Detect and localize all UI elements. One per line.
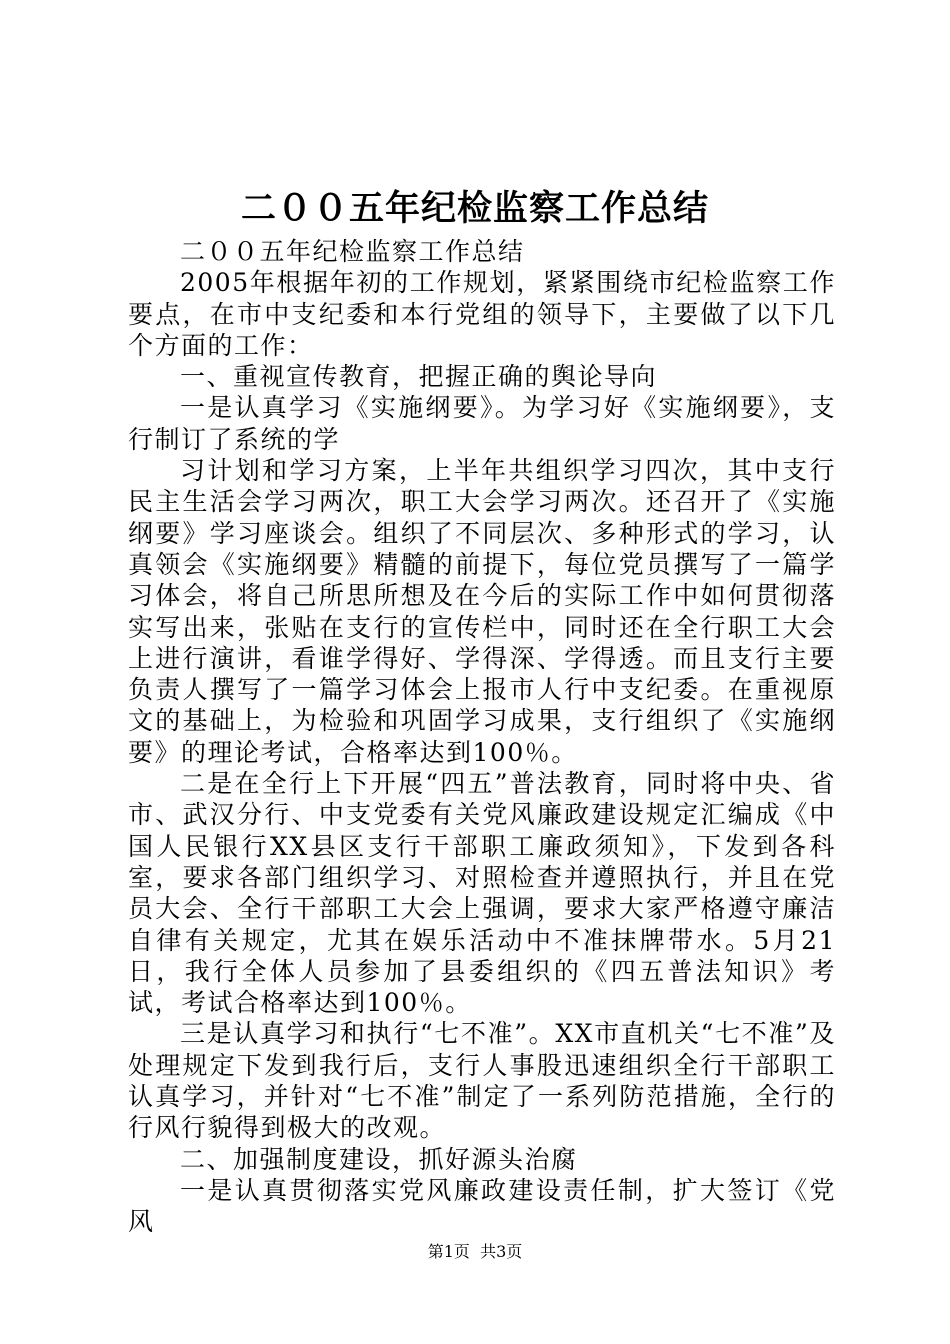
paragraph-item-1-continued: 习计划和学习方案，上半年共组织学习四次，其中支行民主生活会学习两次，职工大会学习两次。还召开了《实施纲要》学习座谈会。组织了不同层次、多种形式的学习，认真领会《实施纲要》精髓的前提下，每位党员撰写了一篇学习体会，将自己所思所想及在今后的实际工作中如何贯彻落实写出来，张贴在支行的宣传栏中，同时还在全行职工大会上进行演讲，看谁学得好、学得深、学得透。而且支行主要负责人撰写了一篇学习体会上报市人行中支纪委。在重视原文的基础上，为检验和巩固学习成果，支行组织了《实施纲要》的理论考试，合格率达到100％。: [128, 456, 836, 767]
section-heading-2: 二、加强制度建设，抓好源头治腐: [180, 1144, 578, 1174]
paragraph-intro: 2005年根据年初的工作规划，紧紧围绕市纪检监察工作要点，在市中支纪委和本行党组的领导下，主要做了以下几个方面的工作：: [128, 268, 836, 360]
document-body: [128, 236, 836, 1238]
document-title: 二００五年纪检监察工作总结: [240, 188, 709, 229]
page-number: 第1页 共3页: [427, 1242, 523, 1261]
section-heading-1: 一、重视宣传教育，把握正确的舆论导向: [180, 362, 658, 392]
paragraph-item-3: 三是认真学习和执行“七不准”。XX市直机关“七不准”及处理规定下发到我行后，支行人事股迅速组织全行干部职工认真学习，并针对“七不准”制定了一系列防范措施，全行的行风行貌得到极大的改观。: [128, 1019, 836, 1143]
paragraph-item-2: 二是在全行上下开展“四五”普法教育，同时将中央、省市、武汉分行、中支党委有关党风廉政建设规定汇编成《中国人民银行XX县区支行干部职工廉政须知》，下发到各科室，要求各部门组织学习、对照检查并遵照执行，并且在党员大会、全行干部职工大会上强调，要求大家严格遵守廉洁自律有关规定，尤其在娱乐活动中不准抹牌带水。5月21日，我行全体人员参加了县委组织的《四五普法知识》考试，考试合格率达到100％。: [128, 769, 836, 1018]
paragraph-section-2-item-1: 一是认真贯彻落实党风廉政建设责任制，扩大签订《党风: [128, 1175, 836, 1237]
page-footer: [0, 1240, 950, 1264]
paragraph-item-1: 一是认真学习《实施纲要》。为学习好《实施纲要》，支行制订了系统的学: [128, 393, 836, 454]
paragraph-heading-repeat: 二００五年纪检监察工作总结: [180, 237, 525, 266]
